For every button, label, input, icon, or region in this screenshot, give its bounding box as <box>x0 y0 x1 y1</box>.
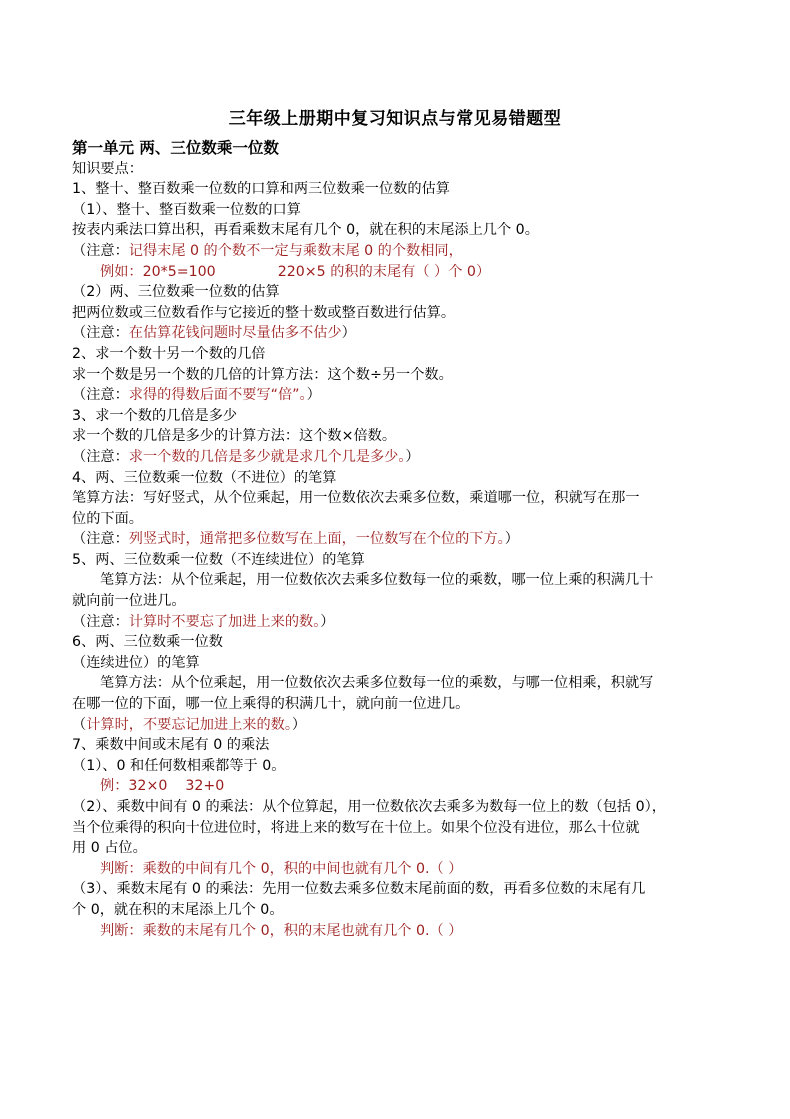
section-5-text-2: 就向前一位进几。 <box>72 593 186 610</box>
section-7-sub3-line-1: （3）、乘数末尾有 0 的乘法：先用一位数去乘多位数末尾前面的数，再看多位数的末尾有几 <box>72 881 646 898</box>
note-prefix: （注意： <box>72 387 129 404</box>
section-3-heading: 3、求一个数的几倍是多少 <box>72 407 238 424</box>
section-7-sub3-line-2: 个 0，就在积的末尾添上几个 0。 <box>72 901 284 918</box>
note-red-text: 计算时，不要忘记加进上来的数。 <box>86 716 292 733</box>
section-1-heading: 1、整十、整百数乘一位数的口算和两三位数乘一位数的估算 <box>72 181 450 198</box>
example-a: 32×0 <box>128 778 168 795</box>
section-7-example <box>72 776 732 797</box>
example-a: 例如：20*5=100 <box>100 263 216 280</box>
note-red-text: 求一个数的几倍是多少就是求几个几是多少。 <box>128 448 406 465</box>
example-b: 32+0 <box>185 778 225 795</box>
section-1-sub1-text: 按表内乘法口算出积，再看乘数末尾有几个 0，就在积的末尾添上几个 0。 <box>72 222 539 239</box>
section-6-heading-2: （连续进位）的笔算 <box>72 654 200 671</box>
section-5-text-1: 笔算方法：从个位乘起，用一位数依次去乘多位数每一位的乘数，哪一位上乘的积满几十 <box>100 572 654 589</box>
section-6-text-1: 笔算方法：从个位乘起，用一位数依次去乘多位数每一位的乘数，与哪一位相乘，积就写 <box>100 675 654 692</box>
note-suffix: ） <box>504 531 519 548</box>
note-red-text: 求得的得数后面不要写“倍”。 <box>128 387 307 404</box>
unit-heading: 第一单元 两、三位数乘一位数 <box>72 139 279 157</box>
section-1-sub2-text: 把两位数或三位数看作与它接近的整十数或整百数进行估算。 <box>72 304 456 321</box>
section-1-note2 <box>72 323 732 344</box>
section-2-note <box>72 385 732 406</box>
section-6-note <box>72 715 732 736</box>
section-4-note <box>72 529 732 550</box>
section-1-sub2: （2）两、三位数乘一位数的估算 <box>72 284 280 301</box>
section-4-text-1: 笔算方法：写好竖式，从个位乘起，用一位数依次去乘多位数，乘道哪一位，积就写在那一 <box>72 490 640 507</box>
note-prefix: （注意： <box>72 531 129 548</box>
page-title: 三年级上册期中复习知识点与常见易错题型 <box>228 109 562 129</box>
section-1-note1 <box>72 241 732 262</box>
note-suffix: ） <box>320 613 335 630</box>
note-red-text: 列竖式时，通常把多位数写在上面，一位数写在个位的下方。 <box>128 531 505 548</box>
section-7-judge-1: 判断：乘数的中间有几个 0，积的中间也就有几个 0.（ ） <box>100 860 463 877</box>
note-red-text: 计算时不要忘了加进上来的数。 <box>128 613 321 630</box>
section-7-sub2-line-1: （2）、乘数中间有 0 的乘法：从个位算起，用一位数依次去乘多为数每一位上的数（包括 0）， <box>72 799 666 815</box>
section-1-sub1: （1）、整十、整百数乘一位数的口算 <box>72 201 301 218</box>
section-3-note <box>72 447 732 468</box>
section-7-sub1: （1）、0 和任何数相乘都等于 0。 <box>72 757 286 774</box>
document-body <box>72 138 732 941</box>
note-suffix: ） <box>405 448 420 465</box>
section-7-judge-2: 判断：乘数的末尾有几个 0，积的末尾也就有几个 0.（ ） <box>100 922 463 939</box>
note-prefix: （ <box>72 716 87 733</box>
key-points-label: 知识要点： <box>72 160 143 177</box>
section-7-sub2-line-2: 当个位乘得的积向十位进位时，将进上来的数写在十位上。如果个位没有进位，那么十位就 <box>72 819 640 836</box>
section-3-text: 求一个数的几倍是多少的计算方法：这个数×倍数。 <box>72 428 397 445</box>
note-suffix: ） <box>341 325 356 342</box>
example-label: 例： <box>100 778 129 795</box>
section-5-heading: 5、两、三位数乘一位数（不连续进位）的笔算 <box>72 551 365 568</box>
section-1-example <box>72 262 732 283</box>
section-6-text-2: 在哪一位的下面，哪一位上乘得的积满几十，就向前一位进几。 <box>72 696 470 713</box>
section-4-text-2: 位的下面。 <box>72 510 143 527</box>
section-6-heading: 6、两、三位数乘一位数 <box>72 634 223 651</box>
note-prefix: （注意： <box>72 448 129 465</box>
section-4-heading: 4、两、三位数乘一位数（不进位）的笔算 <box>72 469 337 486</box>
section-2-heading: 2、求一个数十另一个数的几倍 <box>72 345 266 362</box>
note-prefix: （注意： <box>72 325 129 342</box>
section-7-heading: 7、乘数中间或末尾有 0 的乘法 <box>72 737 270 754</box>
note-prefix: （注意： <box>72 242 129 259</box>
note-suffix: ） <box>306 387 321 404</box>
note-red-text: 在估算花钱问题时尽量估多不估少 <box>128 325 342 342</box>
section-7-sub2-line-3: 用 0 占位。 <box>72 840 147 857</box>
section-5-note <box>72 612 732 633</box>
section-2-text: 求一个数是另一个数的几倍的计算方法：这个数÷另一个数。 <box>72 366 453 383</box>
note-prefix: （注意： <box>72 613 129 630</box>
example-b: 220×5 的积的末尾有（ ）个 0） <box>277 263 491 280</box>
note-red-text: 记得末尾 0 的个数不一定与乘数末尾 0 的个数相同， <box>128 242 463 259</box>
note-suffix: ） <box>291 716 307 733</box>
